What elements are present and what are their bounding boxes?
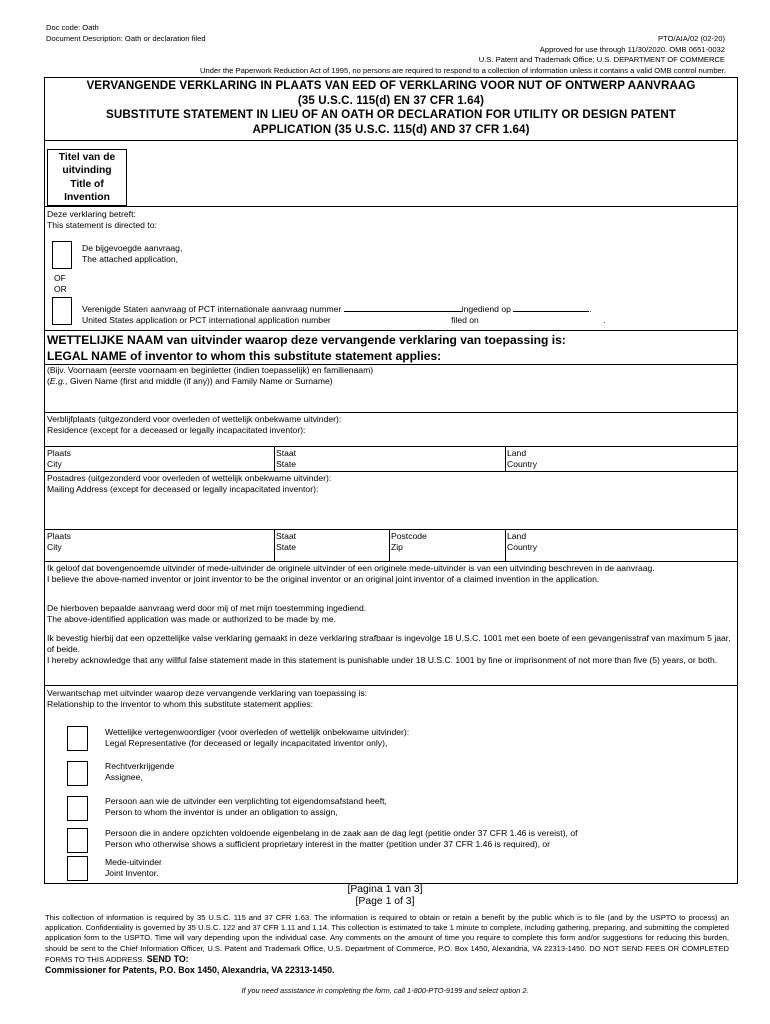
title-of-invention-label: Titel van de uitvinding Title of Invention: [47, 149, 127, 206]
attached-application-checkbox[interactable]: [52, 241, 72, 269]
legal-representative-checkbox[interactable]: [67, 726, 88, 751]
doc-code: Doc code: Oath: [46, 23, 99, 32]
send-to-label: SEND TO:: [146, 953, 189, 964]
legal-representative-label: Wettelijke vertegenwoordiger (voor overleden of wettelijk onbekwame uitvinder): Legal Representative (for deceased or legally incapacitated inventor only),: [105, 727, 410, 748]
paperwork-notice: Under the Paperwork Reduction Act of 1995, no persons are required to respond to a collection of information unless it contains a valid OMB control number.: [200, 66, 726, 75]
statement-belief: Ik geloof dat bovengenoemde uitvinder of mede-uitvinder de originele uitvinder of een originele mede-uitvinder is van een uitvinding beschreven in de aanvraag. I believe the above-named inventor or joint inventor to be the original inventor or an original joint inventor of a claimed invention in the application.: [47, 563, 655, 585]
us-pct-application-label: Verenigde Staten aanvraag of PCT internationale aanvraag nummer ingediend op . United States application or PCT international application number filed on .: [82, 304, 606, 325]
residence-section: [45, 412, 737, 447]
residence-city-field[interactable]: Plaats City: [47, 448, 71, 469]
joint-inventor-checkbox[interactable]: [67, 856, 88, 881]
statement-authorization: De hierboven bepaalde aanvraag werd door mij of met mijn toestemming ingediend. The above-identified application was made or authorized to be made by me.: [47, 603, 367, 625]
mailing-country-field[interactable]: Land Country: [507, 531, 538, 552]
title-of-invention-row: [45, 149, 737, 206]
mailing-zip-field[interactable]: Postcode Zip: [391, 531, 427, 552]
legal-name-heading: WETTELIJKE NAAM van uitvinder waarop deze vervangende verklaring van toepassing is: LEGAL NAME of inventor to whom this substitute statement applies:: [47, 333, 566, 364]
mailing-address-field[interactable]: [45, 471, 737, 530]
mailing-row: [45, 529, 737, 561]
substitute-statement-form: [44, 77, 738, 884]
title-of-invention-input[interactable]: [129, 151, 735, 203]
statement-false-acknowledgement: Ik bevestig hierbij dat een opzettelijke valse verklaring gemaakt in deze verklaring strafbaar is ingevolge 18 U.S.C. 1001 met een boete of een gevangenisstraf van maximum 5 jaar, of beide. I hereby acknowledge that any willful false statement made in this statement is punishable under 18 U.S.C. 1001 by fine or imprisonment of not more than five (5) years, or both.: [47, 633, 731, 666]
relationship-section: [45, 685, 737, 884]
us-pct-application-checkbox[interactable]: [52, 297, 72, 325]
form-number: PTO/AIA/02 (02-20): [658, 34, 725, 43]
divider: [45, 330, 737, 331]
proprietary-interest-label: Persoon die in andere opzichten voldoende eigenbelang in de zaak aan de dag legt (petitie onder 37 CFR 1.46 is vereist), of Person who otherwise shows a sufficient proprietary interest in the matter (petition under 37 CFR 1.46 is required), or: [105, 828, 578, 849]
residence-country-field[interactable]: Land Country: [507, 448, 538, 469]
mailing-address-label: Postadres (uitgezonderd voor overleden of wettelijk onbekwame uitvinder): Mailing Address (except for deceased or legally incapacitated inventor):: [47, 473, 332, 494]
obligation-to-assign-label: Persoon aan wie de uitvinder een verplichting tot eigendomsafstand heeft, Person to whom the inventor is under an obligation to assign,: [105, 796, 387, 817]
statements-section: [45, 561, 737, 685]
proprietary-interest-checkbox[interactable]: [67, 828, 88, 853]
attached-application-label: De bijgevoegde aanvraag, The attached application,: [82, 243, 183, 264]
page-indicator: [Pagina 1 van 3] [Page 1 of 3]: [347, 884, 423, 908]
burden-statement: This collection of information is required by 35 U.S.C. 115 and 37 CFR 1.63. The information is required to obtain or retain a benefit by the public which is to file (and by the USPTO to process) an application. Confidentiality is governed by 35 U.S.C. 122 and 37 CFR 1.11 and 1.14. This collection is estimated to take 1 minute to complete, including gathering, preparing, and submitting the completed application form to the USPTO. Time will vary depending upon the individual case. Any comments on the amount of time you require to complete this form and/or suggestions for reducing this burden, should be sent to the Chief Information Officer, U.S. Patent and Trademark Office, U.S. Department of Commerce, P.O. Box 1450, Alexandria, VA 22313-1450. DO NOT SEND FEES OR COMPLETED FORMS TO THIS ADDRESS. SEND TO: Commissioner for Patents, P.O. Box 1450, Alexandria, VA 22313-1450.: [45, 913, 729, 976]
assignee-checkbox[interactable]: [67, 761, 88, 786]
divider: [45, 140, 737, 141]
obligation-to-assign-checkbox[interactable]: [67, 796, 88, 821]
directed-to-label: Deze verklaring betreft: This statement is directed to:: [47, 209, 157, 230]
form-title: VERVANGENDE VERKLARING IN PLAATS VAN EED OF VERKLARING VOOR NUT OF ONTWERP AANVRAAG (35 U.S.C. 115(d) EN 37 CFR 1.64) SUBSTITUTE STATEMENT IN LIEU OF AN OATH OR DECLARATION FOR UTILITY OR DESIGN PATENT APPLICATION (35 U.S.C. 115(d) AND 37 CFR 1.64): [86, 79, 696, 136]
assistance-note: If you need assistance in completing the form, call 1-800-PTO-9199 and select option 2.: [241, 986, 529, 995]
or-label: OF OR: [54, 273, 67, 294]
joint-inventor-label: Mede-uitvinder Joint Inventor.: [105, 857, 162, 878]
relationship-label: Verwantschap met uitvinder waarop deze vervangende verklaring van toepassing is: Relationship to the inventor to whom this substitute statement applies:: [47, 688, 368, 709]
omb-approval: Approved for use through 11/30/2020. OMB 0651-0032: [539, 44, 725, 54]
document-header-left: [46, 22, 206, 44]
residence-state-field[interactable]: Staat State: [276, 448, 297, 469]
agency-name: U.S. Patent and Trademark Office; U.S. DEPARTMENT OF COMMERCE: [478, 55, 725, 64]
assignee-label: Rechtverkrijgende Assignee,: [105, 761, 175, 782]
doc-description: Document Description: Oath or declaration filed: [46, 34, 206, 43]
mailing-state-field[interactable]: Staat State: [276, 531, 297, 552]
directed-to-section: [45, 206, 737, 330]
legal-name-field[interactable]: (Bijv. Voornaam (eerste voornaam en beginletter (indien toepasselijk) en familienaam) (E.g., Given Name (first and middle (if any)) and Family Name or Surname): [45, 364, 737, 412]
document-header-right: [479, 34, 725, 66]
mailing-destination: Commissioner for Patents, P.O. Box 1450, Alexandria, VA 22313-1450.: [45, 965, 335, 976]
application-number-field[interactable]: [344, 311, 462, 312]
residence-row: [45, 446, 737, 471]
filed-on-field[interactable]: [513, 311, 589, 312]
mailing-city-field[interactable]: Plaats City: [47, 531, 71, 552]
residence-label: Verblijfplaats (uitgezonderd voor overleden of wettelijk onbekwame uitvinder): Residence (except for a deceased or legally incapacitated inventor):: [47, 414, 342, 435]
